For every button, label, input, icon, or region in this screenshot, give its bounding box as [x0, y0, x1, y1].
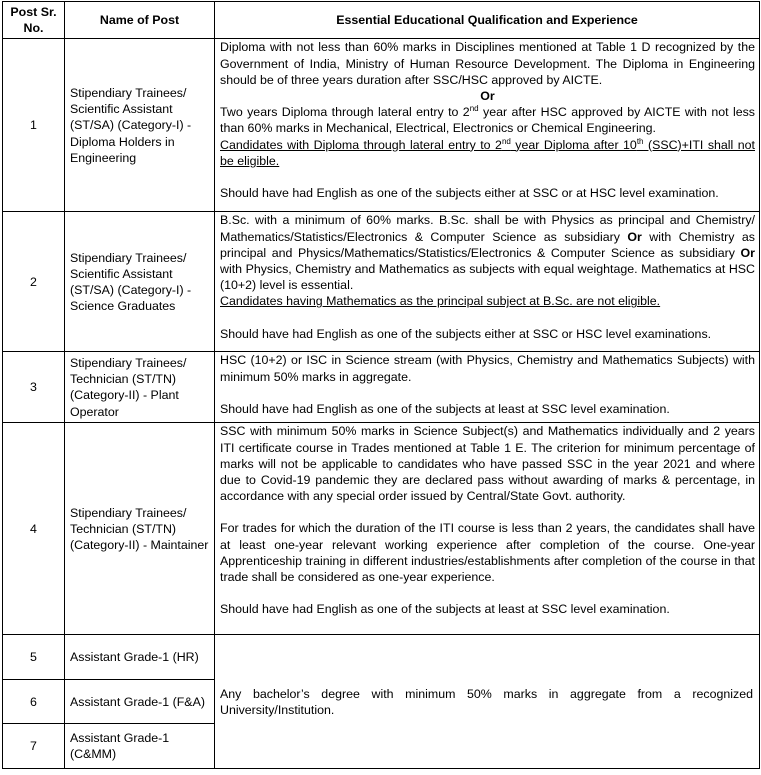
- post-name: Assistant Grade-1 (HR): [65, 635, 215, 680]
- post-name: Stipendiary Trainees/ Scientific Assistant (ST/SA) (Category-I) - Diploma Holders in Engineering: [65, 39, 215, 212]
- post-name: Assistant Grade-1 (F&A): [65, 680, 215, 724]
- post-number: 3: [3, 352, 65, 423]
- table-row: [3, 635, 760, 680]
- post-name: Stipendiary Trainees/ Technician (ST/TN) (Category-II) - Plant Operator: [65, 352, 215, 423]
- post-qualification: [215, 212, 760, 352]
- header-qualification: Essential Educational Qualification and Experience: [215, 2, 760, 39]
- qualification-text: Diploma with not less than 60% marks in Disciplines mentioned at Table 1 D recognized by the Government of India, Ministry of Human Resource Development. The Diploma in Engineering should be of three years duration after SSC/HSC approved by AICTE.: [220, 40, 755, 87]
- post-qualification: [215, 352, 760, 423]
- post-qualification: [215, 423, 760, 635]
- header-row: [3, 2, 760, 39]
- post-qualification: [215, 39, 760, 212]
- qualification-text: HSC (10+2) or ISC in Science stream (with Physics, Chemistry and Mathematics Subjects) with minimum 50% marks in aggregate.: [220, 353, 755, 384]
- shared-qualification: Any bachelor’s degree with minimum 50% marks in aggregate from a recognized University/Institution.: [215, 635, 760, 769]
- table-row: [3, 423, 760, 635]
- english-requirement: Should have had English as one of the subjects at least at SSC level examination.: [220, 401, 670, 416]
- post-number: 2: [3, 212, 65, 352]
- ineligibility-note: Candidates having Mathematics as the principal subject at B.Sc. are not eligible.: [220, 294, 661, 309]
- table-row: [3, 352, 760, 423]
- post-number: 4: [3, 423, 65, 635]
- post-name: Stipendiary Trainees/ Scientific Assistant (ST/SA) (Category-I) - Science Graduates: [65, 212, 215, 352]
- post-number: 5: [3, 635, 65, 680]
- post-number: 1: [3, 39, 65, 212]
- experience-text: For trades for which the duration of the ITI course is less than 2 years, the candidates shall have at least one-year relevant working experience after completion of the course. One-year Apprenticeship training in different industries/establishments after completion of the course in that trade shall be considered as one-year experience.: [220, 521, 755, 585]
- qualification-text: Two years Diploma through lateral entry to 2nd year after HSC approved by AICTE with not less than 60% marks in Mechanical, Electrical, Electronics or Chemical Engineering.: [220, 104, 755, 136]
- table-row: [3, 39, 760, 212]
- english-requirement: Should have had English as one of the subjects either at SSC or at HSC level examination.: [220, 186, 719, 201]
- english-requirement: Should have had English as one of the subjects either at SSC or HSC level examinations.: [220, 326, 712, 341]
- english-requirement: Should have had English as one of the subjects at least at SSC level examination.: [220, 602, 670, 617]
- qualification-text: B.Sc. with a minimum of 60% marks. B.Sc. shall be with Physics as principal and Chemistry/ Mathematics/Statistics/Electronics & Computer Science as subsidiary Or with Chemistry as principal and Physics/Mathematics/Statistics/Electronics & Computer Science as subsidiary Or with Physics, Chemistry and Mathematics as subjects with equal weightage. Mathematics at HSC (10+2) level is essential.: [220, 213, 755, 293]
- qualification-table: [2, 1, 760, 769]
- post-name: Assistant Grade-1 (C&MM): [65, 724, 215, 769]
- ineligibility-note: Candidates with Diploma through lateral entry to 2nd year Diploma after 10th (SSC)+ITI shall not be eligible.: [220, 136, 755, 168]
- header-name-of-post: Name of Post: [65, 2, 215, 39]
- post-name: Stipendiary Trainees/ Technician (ST/TN) (Category-II) - Maintainer: [65, 423, 215, 635]
- qualification-text: SSC with minimum 50% marks in Science Subject(s) and Mathematics individually and 2 years ITI certificate course in Trades mentioned at Table 1 E. The criterion for minimum percentage of marks will not be applicable to candidates who have passed SSC in the year 2021 and where due to Covid-19 pandemic they are declared pass without awarding of marks & percentage, in accordance with any special order issued by Central/State Govt. authority.: [220, 424, 755, 504]
- post-number: 7: [3, 724, 65, 769]
- table-row: [3, 212, 760, 352]
- header-sr-no: Post Sr. No.: [3, 2, 65, 39]
- or-separator: Or: [480, 89, 495, 104]
- post-number: 6: [3, 680, 65, 724]
